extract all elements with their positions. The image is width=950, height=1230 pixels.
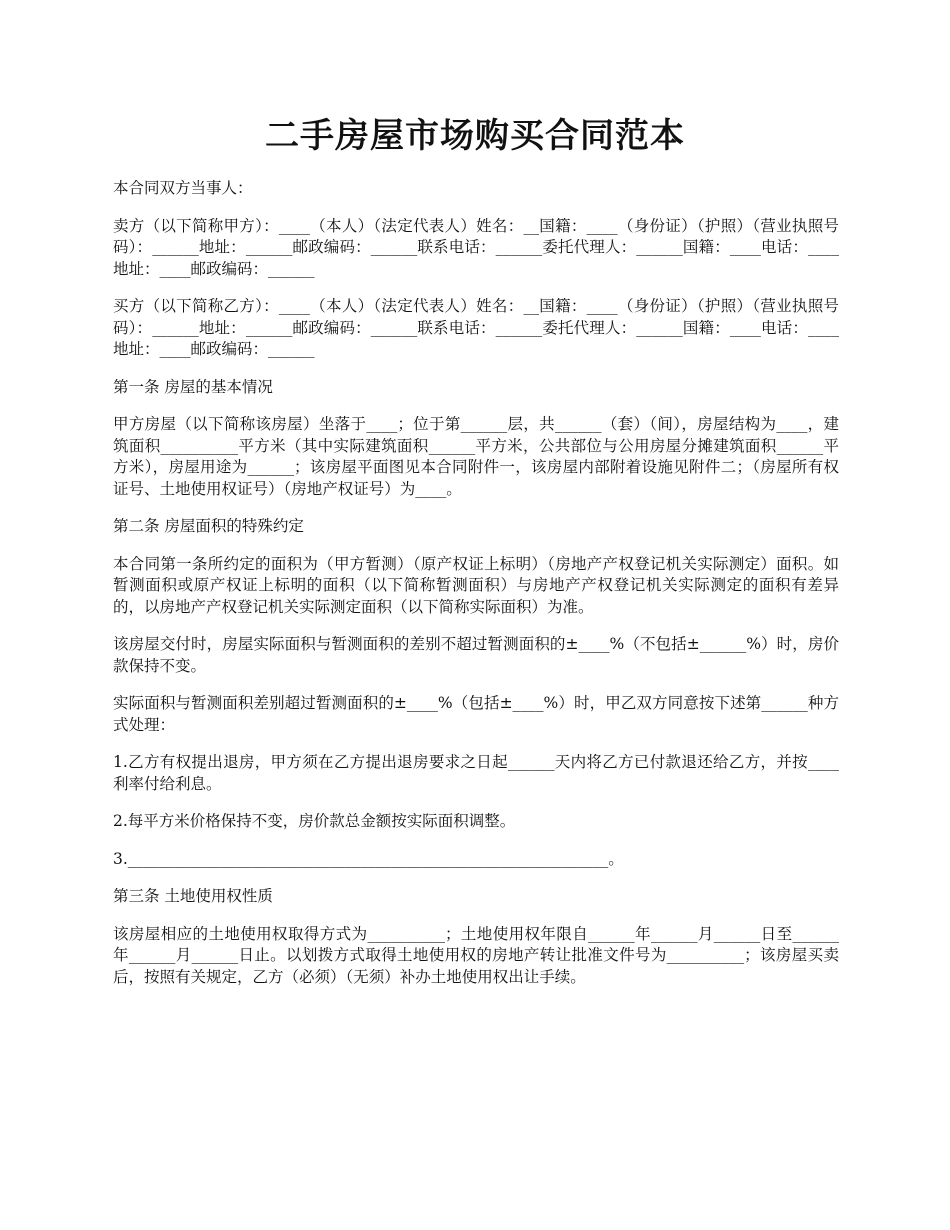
article-2-clause-exceed: 实际面积与暂测面积差别超过暂测面积的±____%（包括±____%）时，甲乙双方同意按下述第______种方式处理： bbox=[113, 694, 839, 734]
article-2-clause-tolerance: 该房屋交付时，房屋实际面积与暂测面积的差别不超过暂测面积的±____%（不包括±______%）时，房价款保持不变。 bbox=[113, 635, 839, 675]
article-1-heading: 第一条 房屋的基本情况 bbox=[113, 377, 273, 396]
option-1: 1.乙方有权提出退房，甲方须在乙方提出退房要求之日起______天内将乙方已付款退还给乙方，并按____利率付给利息。 bbox=[113, 753, 839, 793]
buyer-info: 买方（以下简称乙方）：____（本人）（法定代表人）姓名：__国籍：____（身份证）（护照）（营业执照号码）：______地址：______邮政编码：______联系电话：______委托代理人：______国籍：____电话：____地址：____邮政编码：______ bbox=[113, 297, 839, 358]
article-1-body: 甲方房屋（以下简称该房屋）坐落于____；位于第______层，共______（套）（间），房屋结构为____，建筑面积__________平方米（其中实际建筑面积______平方米，公共部位与公用房屋分摊建筑面积______平方米），房屋用途为______；该房屋平面图见本合同附件一，该房屋内部附着设施见附件二；（房屋所有权证号、土地使用权证号）（房地产权证号）为____。 bbox=[113, 415, 839, 498]
seller-info: 卖方（以下简称甲方）：____（本人）（法定代表人）姓名：__国籍：____（身份证）（护照）（营业执照号码）：______地址：______邮政编码：______联系电话：______委托代理人：______国籍：____电话：____地址：____邮政编码：______ bbox=[113, 216, 839, 278]
option-2: 2.每平方米价格保持不变，房价款总金额按实际面积调整。 bbox=[113, 812, 516, 830]
parties-intro: 本合同双方当事人： bbox=[113, 179, 253, 197]
document-body bbox=[113, 178, 839, 1004]
article-2-body: 本合同第一条所约定的面积为（甲方暂测）（原产权证上标明）（房地产产权登记机关实际测定）面积。如暂测面积或原产权证上标明的面积（以下简称暂测面积）与房地产产权登记机关实际测定的面积有差异的，以房地产产权登记机关实际测定面积（以下简称实际面积）为准。 bbox=[113, 554, 839, 616]
article-3-body: 该房屋相应的土地使用权取得方式为__________；土地使用权年限自______年______月______日至______年______月______日止。以划拨方式取得土地使用权的房地产转让批准文件号为__________；该房屋买卖后，按照有关规定，乙方（必须）（无须）补办土地使用权出让手续。 bbox=[113, 924, 839, 986]
article-3-heading: 第三条 土地使用权性质 bbox=[113, 887, 273, 905]
document-title: 二手房屋市场购买合同范本 bbox=[265, 116, 685, 156]
option-3: 3.______________________________________________________________。 bbox=[113, 849, 624, 868]
article-2-heading: 第二条 房屋面积的特殊约定 bbox=[113, 517, 304, 535]
